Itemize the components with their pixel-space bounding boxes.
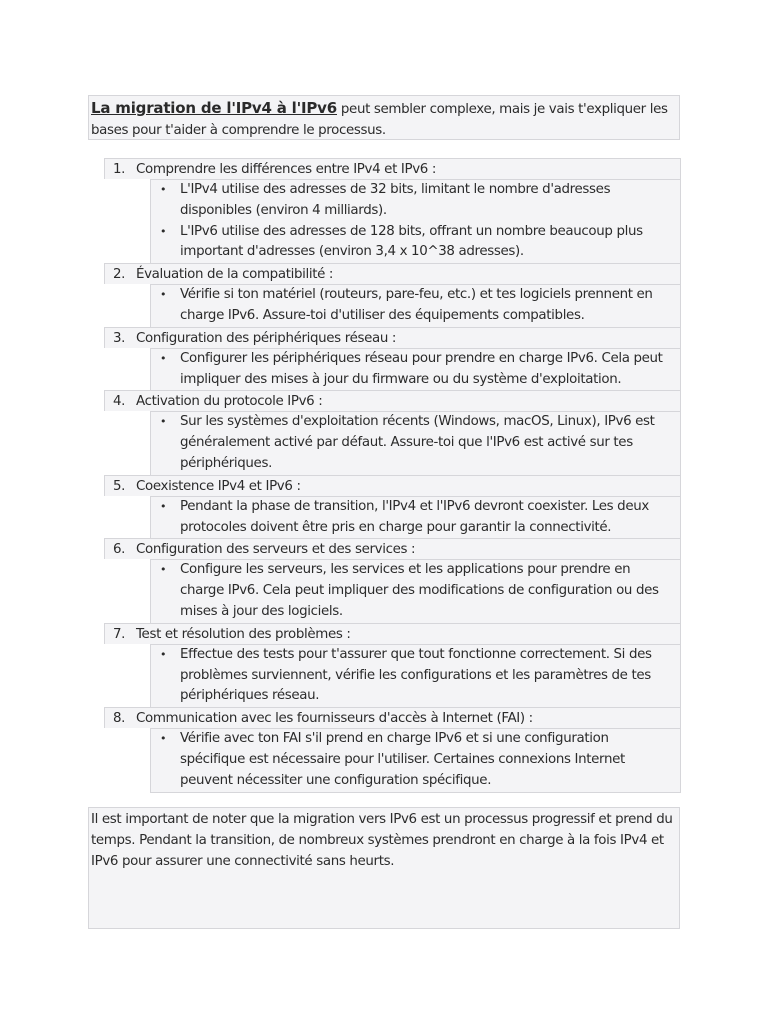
step-label: Configuration des périphériques réseau : <box>136 330 397 346</box>
steps-list <box>104 158 681 793</box>
list-item <box>151 645 680 707</box>
bullet-icon: • <box>160 351 167 365</box>
bullet-icon: • <box>160 647 167 661</box>
step-label: Évaluation de la compatibilité : <box>136 267 334 283</box>
list-item-text: L'IPv4 utilise des adresses de 32 bits, limitant le nombre d'adresses disponibles (environ 4 milliards). <box>180 182 611 218</box>
step-4-details <box>150 411 681 474</box>
step-2-details <box>150 284 681 327</box>
step-number: 3. <box>113 330 126 346</box>
step-number: 5. <box>113 478 126 494</box>
list-item <box>151 180 680 222</box>
list-item-text: Configure les serveurs, les services et les applications pour prendre en charge IPv6. Cela peut impliquer des modifications de configuration ou des mises à jour des logiciels. <box>180 562 659 619</box>
bullet-icon: • <box>160 183 167 196</box>
bullet-icon: • <box>160 563 167 577</box>
step-3-details <box>150 348 681 391</box>
step-8-details <box>150 728 681 791</box>
intro-text: peut sembler complexe, mais je vais t'expliquer les bases pour t'aider à comprendre le processus. <box>91 102 668 138</box>
bullet-icon: • <box>160 415 167 429</box>
list-bottom-border <box>150 792 681 793</box>
list-item <box>151 285 680 327</box>
step-3-heading <box>104 327 681 348</box>
list-item <box>151 729 680 791</box>
step-5-details <box>150 496 681 539</box>
bullet-icon: • <box>160 732 167 746</box>
step-number: 8. <box>113 711 126 727</box>
step-1-details <box>150 179 681 263</box>
step-2-heading <box>104 263 681 284</box>
list-item <box>151 497 680 539</box>
step-number: 4. <box>113 394 126 410</box>
step-label: Communication avec les fournisseurs d'accès à Internet (FAI) : <box>136 711 533 727</box>
list-item <box>151 560 680 622</box>
list-item-text: Configurer les périphériques réseau pour prendre en charge IPv6. Cela peut impliquer des mises à jour du firmware ou du système d'exploitation. <box>180 350 663 387</box>
list-item-text: Vérifie si ton matériel (routeurs, pare-feu, etc.) et tes logiciels prennent en charge IPv6. Assure-toi d'utiliser des équipements compatibles. <box>180 287 653 323</box>
intro-headline: La migration de l'IPv4 à l'IPv6 <box>91 99 337 117</box>
step-number: 1. <box>113 162 126 177</box>
step-8-heading <box>104 707 681 728</box>
list-item <box>151 412 680 474</box>
step-7-details <box>150 644 681 707</box>
list-item-text: L'IPv6 utilise des adresses de 128 bits, offrant un nombre beaucoup plus important d'adresses (environ 3,4 x 10^38 adresses). <box>180 223 643 260</box>
step-5-heading <box>104 475 681 496</box>
step-number: 6. <box>113 542 126 558</box>
bullet-icon: • <box>160 499 167 513</box>
step-label: Activation du protocole IPv6 : <box>136 394 323 410</box>
step-label: Comprendre les différences entre IPv4 et IPv6 : <box>136 162 437 177</box>
list-item-text: Pendant la phase de transition, l'IPv4 et l'IPv6 devront coexister. Les deux protocoles doivent être pris en charge pour garantir la connectivité. <box>180 498 649 535</box>
step-number: 7. <box>113 626 126 642</box>
list-item-text: Vérifie avec ton FAI s'il prend en charge IPv6 et si une configuration spécifique est nécessaire pour l'utiliser. Certaines connexions Internet peuvent nécessiter une configuration spécifique. <box>180 731 625 788</box>
list-item-text: Sur les systèmes d'exploitation récents (Windows, macOS, Linux), IPv6 est généralement activé par défaut. Assure-toi que l'IPv6 est activé sur tes périphériques. <box>180 414 655 471</box>
step-1-heading <box>104 158 681 179</box>
bullet-icon: • <box>160 288 167 302</box>
step-label: Test et résolution des problèmes : <box>136 626 351 642</box>
step-number: 2. <box>113 267 126 283</box>
step-6-details <box>150 559 681 622</box>
step-label: Coexistence IPv4 et IPv6 : <box>136 478 301 494</box>
step-7-heading <box>104 623 681 644</box>
bullet-icon: • <box>160 224 167 238</box>
list-item <box>151 349 680 391</box>
list-item <box>151 222 680 264</box>
step-4-heading <box>104 390 681 411</box>
list-item-text: Effectue des tests pour t'assurer que tout fonctionne correctement. Si des problèmes surviennent, vérifie les configurations et les paramètres de tes périphériques réseau. <box>180 646 652 704</box>
conclusion-paragraph: Il est important de noter que la migration vers IPv6 est un processus progressif et prend du temps. Pendant la transition, de nombreux systèmes prendront en charge à la fois IPv4 et IPv6 pour assurer une connectivité sans heurts. <box>88 807 680 929</box>
step-6-heading <box>104 538 681 559</box>
step-label: Configuration des serveurs et des services : <box>136 542 416 558</box>
intro-paragraph <box>88 95 680 140</box>
